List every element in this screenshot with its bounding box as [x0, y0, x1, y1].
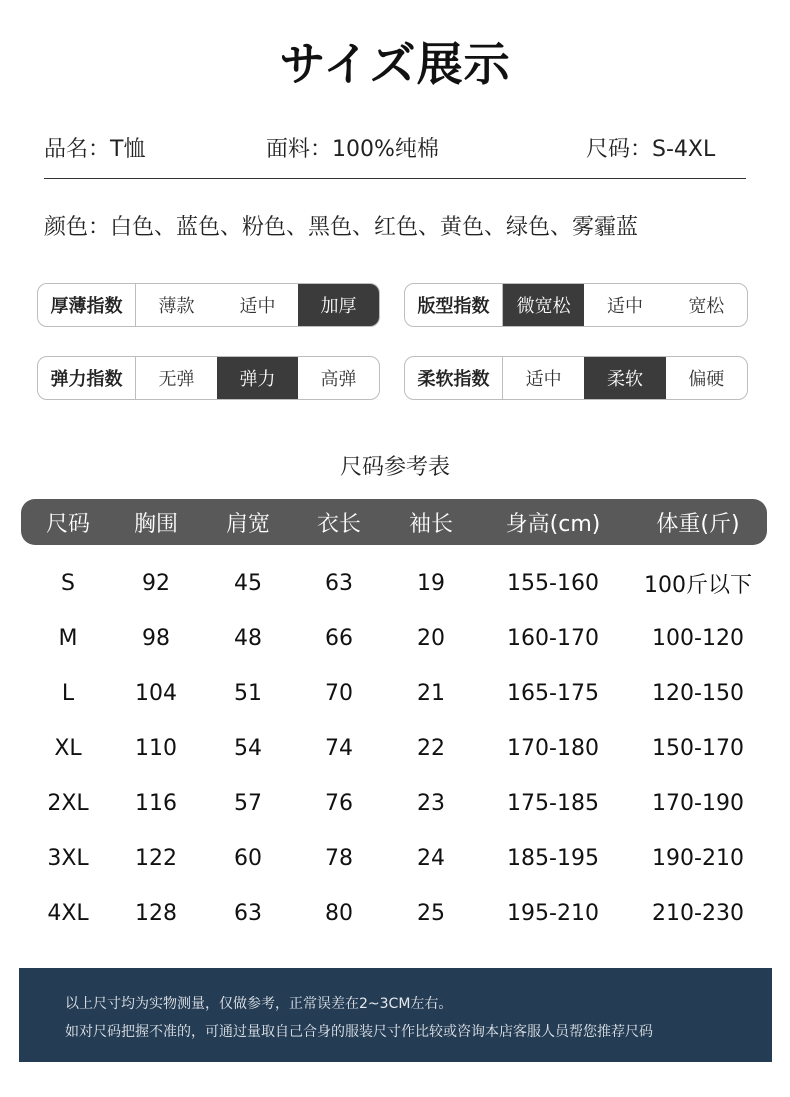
table-cell: 45 — [234, 571, 262, 596]
table-cell: S — [61, 571, 75, 596]
table-cell: 160-170 — [507, 626, 599, 651]
page-title: サイズ展示 — [279, 37, 511, 91]
table-cell: 92 — [142, 571, 170, 596]
table-cell: 78 — [325, 846, 353, 871]
table-cell: 20 — [417, 626, 445, 651]
index-option-selected: 加厚 — [298, 284, 379, 326]
table-cell: 190-210 — [652, 846, 744, 871]
table-cell: 63 — [234, 901, 262, 926]
table-cell: 22 — [417, 736, 445, 761]
table-cell: 120-150 — [652, 681, 744, 706]
index-option: 偏硬 — [688, 369, 725, 390]
size-table-header — [21, 499, 767, 545]
column-header: 袖长 — [408, 511, 453, 537]
table-cell: 3XL — [47, 846, 89, 871]
table-cell: 23 — [417, 791, 445, 816]
index-option-selected: 柔软 — [584, 357, 665, 399]
table-cell: 195-210 — [507, 901, 599, 926]
table-cell: 24 — [417, 846, 445, 871]
index-label: 厚薄指数 — [38, 284, 136, 326]
index-option: 适中 — [239, 296, 276, 317]
column-header: 肩宽 — [225, 511, 270, 537]
table-cell: 51 — [234, 681, 262, 706]
table-row — [21, 886, 767, 941]
table-row — [21, 721, 767, 776]
table-cell: 175-185 — [507, 791, 599, 816]
table-cell: 2XL — [47, 791, 89, 816]
index-option: 无弹 — [158, 369, 195, 390]
index-label: 版型指数 — [405, 284, 503, 326]
table-cell: 60 — [234, 846, 262, 871]
table-cell: 76 — [325, 791, 353, 816]
note-line: 如对尺码把握不准的，可通过量取自己合身的服装尺寸作比较或咨询本店客服人员帮您推荐尺码 — [65, 1024, 653, 1040]
softness-index — [404, 356, 748, 400]
table-cell: 170-180 — [507, 736, 599, 761]
product-info-row — [44, 132, 746, 166]
table-cell: 128 — [135, 901, 177, 926]
thickness-index — [37, 283, 380, 327]
table-cell: 70 — [325, 681, 353, 706]
product-size-range: 尺码：S-4XL — [586, 137, 716, 162]
note-line: 以上尺寸均为实物测量，仅做参考，正常误差在2~3CM左右。 — [65, 996, 453, 1012]
column-header: 身高(cm) — [505, 511, 601, 537]
table-cell: 155-160 — [507, 571, 599, 596]
table-cell: 66 — [325, 626, 353, 651]
table-cell: M — [58, 626, 78, 651]
index-option: 适中 — [606, 296, 643, 317]
table-row — [21, 611, 767, 666]
divider — [44, 178, 746, 179]
table-cell: 165-175 — [507, 681, 599, 706]
table-cell: XL — [54, 736, 82, 761]
table-cell: 185-195 — [507, 846, 599, 871]
measurement-note — [19, 968, 772, 1062]
fit-index — [404, 283, 748, 327]
index-option-selected: 微宽松 — [503, 284, 584, 326]
table-cell: 104 — [135, 681, 177, 706]
color-list: 颜色：白色、蓝色、粉色、黑色、红色、黄色、绿色、雾霾蓝 — [44, 215, 639, 240]
table-row — [21, 556, 767, 611]
table-cell: 63 — [325, 571, 353, 596]
table-cell: 150-170 — [652, 736, 744, 761]
column-header: 体重(斤) — [656, 511, 740, 537]
column-header: 尺码 — [45, 511, 90, 537]
table-cell: 4XL — [47, 901, 89, 926]
index-option: 适中 — [525, 369, 562, 390]
index-label: 柔软指数 — [405, 357, 503, 399]
index-option: 高弹 — [320, 369, 357, 390]
column-header: 衣长 — [316, 511, 361, 537]
product-fabric: 面料：100%纯棉 — [266, 137, 439, 162]
table-row — [21, 831, 767, 886]
size-table-title: 尺码参考表 — [339, 455, 450, 480]
table-cell: 122 — [135, 846, 177, 871]
product-name: 品名：T恤 — [44, 137, 146, 162]
table-row — [21, 666, 767, 721]
elasticity-index — [37, 356, 380, 400]
table-cell: 110 — [135, 736, 177, 761]
table-cell: 25 — [417, 901, 445, 926]
table-cell: 116 — [135, 791, 177, 816]
index-option-selected: 弹力 — [217, 357, 298, 399]
table-cell: 57 — [234, 791, 262, 816]
index-option: 薄款 — [158, 296, 195, 317]
table-cell: L — [61, 681, 75, 706]
table-cell: 54 — [234, 736, 262, 761]
table-row — [21, 776, 767, 831]
table-cell: 48 — [234, 626, 262, 651]
table-cell: 98 — [142, 626, 170, 651]
index-label: 弹力指数 — [38, 357, 136, 399]
table-cell: 100斤以下 — [644, 573, 752, 598]
table-cell: 74 — [325, 736, 353, 761]
table-cell: 80 — [325, 901, 353, 926]
table-cell: 170-190 — [652, 791, 744, 816]
index-option: 宽松 — [688, 296, 725, 317]
table-cell: 210-230 — [652, 901, 744, 926]
table-cell: 21 — [417, 681, 445, 706]
table-cell: 19 — [417, 571, 445, 596]
table-cell: 100-120 — [652, 626, 744, 651]
column-header: 胸围 — [133, 511, 178, 537]
